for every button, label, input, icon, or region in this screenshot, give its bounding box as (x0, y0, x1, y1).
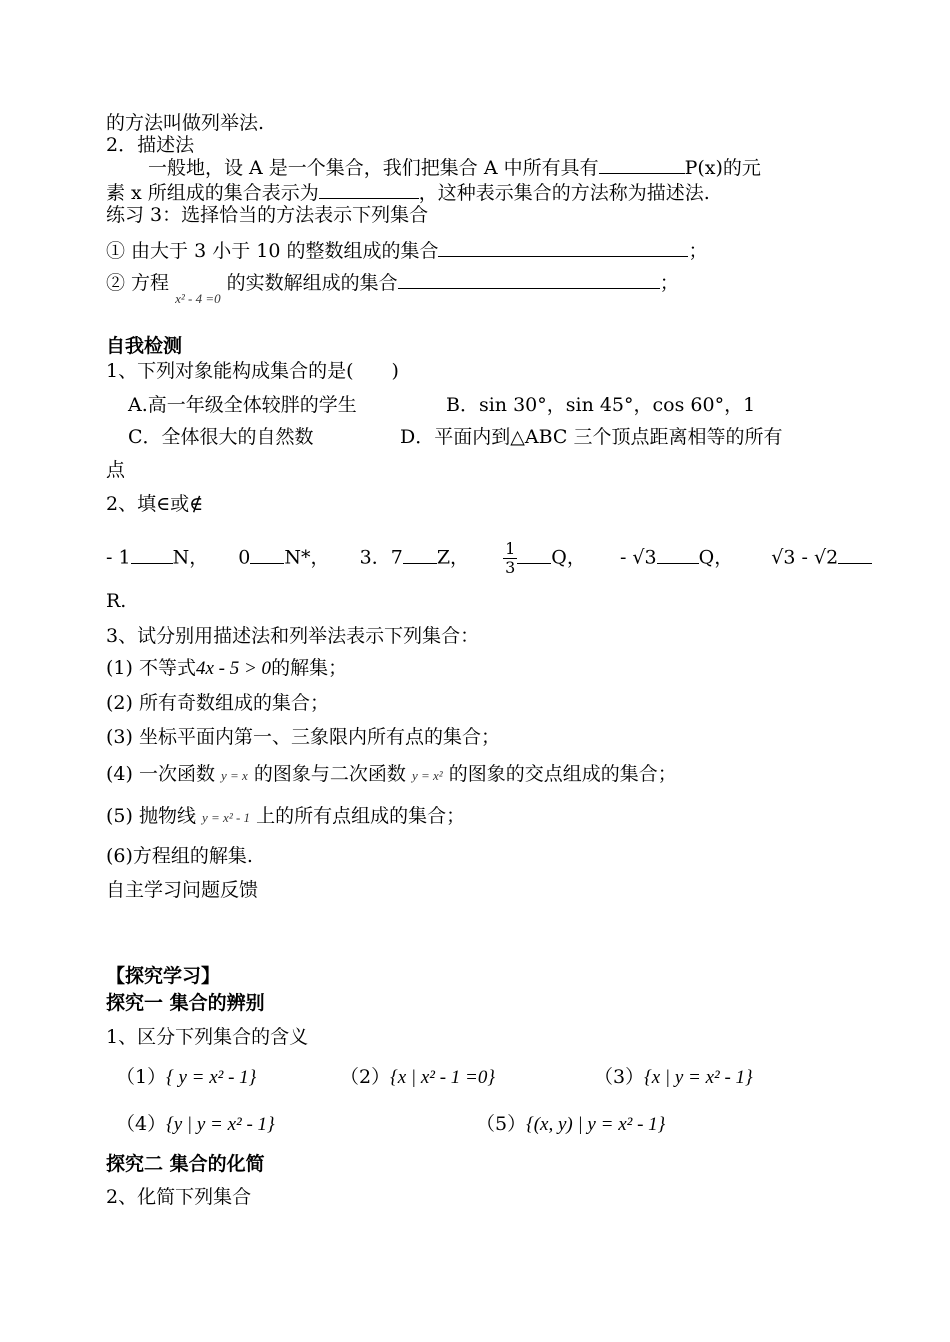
semicolon: ； (659, 272, 679, 294)
item-value: √3 (771, 546, 796, 569)
set-expression: {x | x² - 1 =0} (390, 1067, 495, 1088)
set-symbol: Q， (551, 546, 586, 569)
item-label: （5） (476, 1113, 527, 1135)
fill-blank[interactable] (319, 180, 419, 199)
question-2-tail: R. (106, 590, 127, 612)
item-value: - √3 (619, 546, 657, 569)
practice-text: ② 方程 (106, 272, 170, 294)
question-3-2: (2) 所有奇数组成的集合； (106, 692, 329, 714)
explore-question-1: 1、区分下列集合的含义 (106, 1026, 309, 1048)
q-text: (5) 抛物线 (106, 805, 196, 827)
set-expression: {y | y = x² - 1} (166, 1114, 275, 1135)
text-line (148, 155, 761, 181)
option-a: A.高一年级全体较胖的学生 (128, 394, 357, 416)
q-text: 的图象与二次函数 (253, 763, 406, 785)
desc-text: 素 x 所组成的集合表示为 (106, 182, 319, 204)
question-3-4 (106, 761, 677, 789)
q-text: 上的所有点组成的集合； (256, 805, 466, 827)
set-item-2 (340, 1064, 495, 1091)
item-value: - 1 (106, 546, 131, 569)
set-expression: {(x, y) | y = x² - 1} (526, 1114, 666, 1135)
question-1: 1、下列对象能构成集合的是( ) (106, 360, 399, 382)
fraction-one-third (503, 540, 517, 577)
item-label: （1） (116, 1066, 167, 1088)
section-title-explore: 【探究学习】 (106, 965, 221, 987)
fill-blank[interactable] (599, 155, 685, 174)
option-d-continued: 点 (106, 459, 126, 481)
set-item-3 (594, 1064, 753, 1091)
explore-question-2: 2、化简下列集合 (106, 1186, 252, 1208)
item-label: （4） (116, 1113, 167, 1135)
fill-blank[interactable] (517, 545, 551, 564)
subsection-title-2: 探究二 集合的化简 (106, 1153, 265, 1175)
question-3-5 (106, 803, 465, 831)
fill-blank[interactable] (398, 270, 660, 289)
desc-text: ，这种表示集合的方法称为描述法. (418, 182, 710, 204)
q-text: 的图象的交点组成的集合； (448, 763, 677, 785)
question-3: 3、试分别用描述法和列举法表示下列集合： (106, 625, 480, 647)
section-heading-description-method: 2．描述法 (106, 134, 195, 156)
q-text: (4) 一次函数 (106, 763, 215, 785)
question-3-3: (3) 坐标平面内第一、三象限内所有点的集合； (106, 726, 500, 748)
fill-blank[interactable] (250, 545, 284, 564)
desc-text: 一般地，设 A 是一个集合，我们把集合 A 中所有具有 (148, 157, 599, 179)
practice-text: 的实数解组成的集合 (226, 272, 398, 294)
semicolon: ； (688, 240, 708, 262)
practice-text: ① 由大于 3 小于 10 的整数组成的集合 (106, 240, 439, 262)
q-text: 的解集； (271, 657, 348, 679)
item-label: （3） (594, 1066, 645, 1088)
item-label: （2） (340, 1066, 391, 1088)
option-c: C．全体很大的自然数 (128, 426, 314, 448)
option-b: B．sin 30°，sin 45°，cos 60°，1 (446, 394, 756, 416)
denominator: 3 (505, 558, 516, 577)
practice-item-1 (106, 238, 707, 264)
fill-blank[interactable] (438, 238, 688, 257)
fill-blank[interactable] (657, 545, 699, 564)
numerator: 1 (505, 539, 516, 558)
fill-blank[interactable] (838, 545, 872, 564)
set-item-5 (476, 1111, 665, 1138)
fill-blank[interactable] (403, 545, 437, 564)
item-value: 3．7 (359, 546, 403, 569)
set-expression: {x | y = x² - 1} (644, 1067, 753, 1088)
option-d: D．平面内到△ABC 三个顶点距离相等的所有 (400, 426, 783, 448)
question-2-items (106, 539, 839, 577)
set-symbol: N*， (284, 546, 330, 569)
desc-text: P(x)的元 (684, 157, 761, 179)
inequality: 4x - 5 > 0 (195, 658, 272, 679)
question-3-1 (106, 655, 347, 682)
set-item-4 (116, 1111, 275, 1138)
practice-title: 练习 3：选择恰当的方法表示下列集合 (106, 204, 429, 226)
section-title-self-test: 自我检测 (106, 335, 183, 357)
quadratic-function: y = x² (411, 768, 443, 783)
question-3-6: (6)方程组的解集. (106, 845, 253, 867)
text-line: 的方法叫做列举法. (106, 112, 265, 134)
set-item-1 (116, 1064, 256, 1091)
practice-item-2 (106, 270, 679, 306)
set-expression: { y = x² - 1} (166, 1067, 257, 1088)
q-text: (1) 不等式 (106, 657, 196, 679)
linear-function: y = x (221, 768, 248, 783)
feedback-heading: 自主学习问题反馈 (106, 879, 259, 901)
item-value: - √2 (801, 546, 839, 569)
set-symbol: Z， (436, 546, 470, 569)
set-symbol: N， (172, 546, 209, 569)
question-2: 2、填∈或∉ (106, 493, 204, 515)
item-value: 0 (238, 546, 251, 569)
subsection-title-1: 探究一 集合的辨别 (106, 992, 265, 1014)
parabola: y = x² - 1 (202, 810, 251, 825)
equation: x² - 4 =0 (175, 291, 221, 306)
set-symbol: Q， (698, 546, 734, 569)
fill-blank[interactable] (131, 545, 173, 564)
